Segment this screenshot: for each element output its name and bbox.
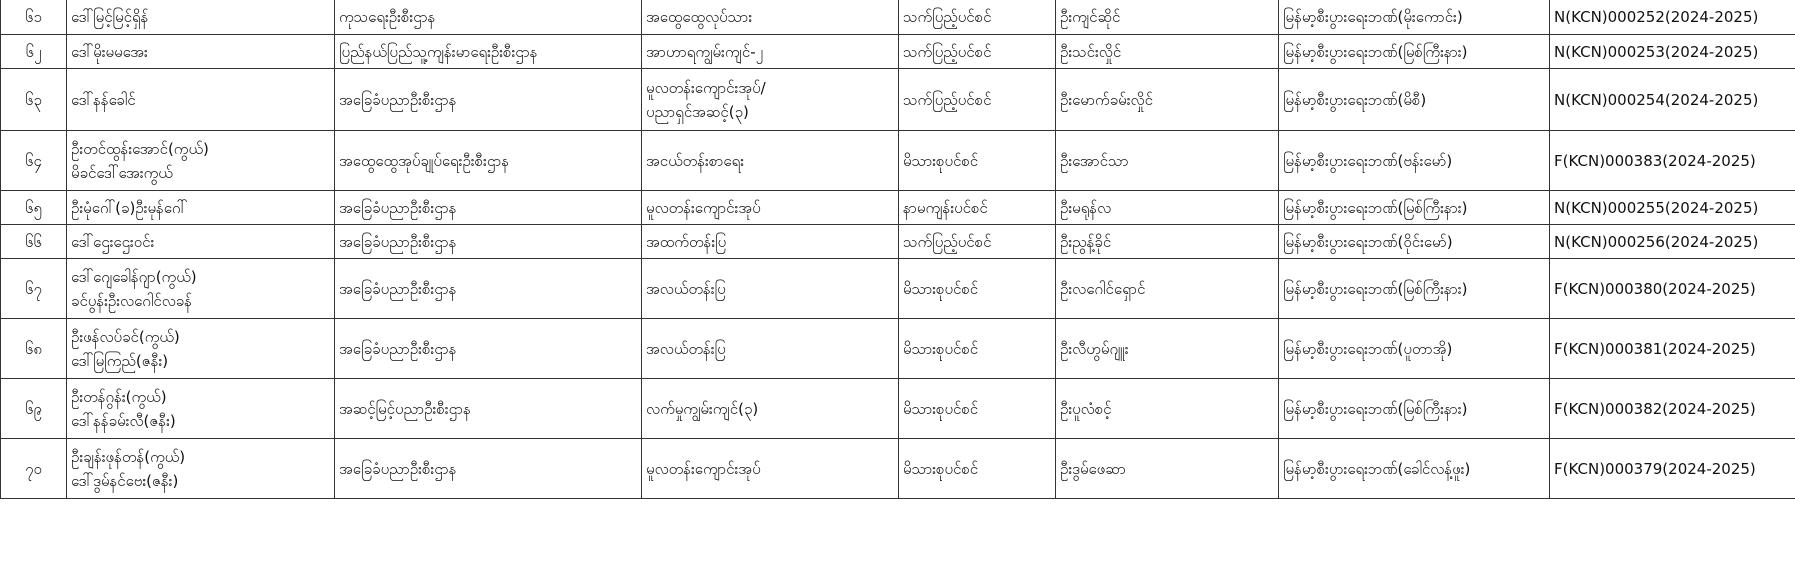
- position: [642, 69, 899, 131]
- department: အခြေခံပညာဦးစီးဌာန: [335, 439, 642, 499]
- pension-type: မိသားစုပင်စင်: [899, 319, 1056, 379]
- table-row: [1, 0, 1795, 35]
- pensioner-name: [67, 439, 335, 499]
- pensioner-name-line: ဒေါ်မိုးမမအေး: [71, 42, 148, 61]
- pension-type: မိသားစုပင်စင်: [899, 131, 1056, 191]
- pensioner-name-line: မိခင်ဒေါ်အေးကွယ်: [71, 163, 173, 182]
- position: [642, 259, 899, 319]
- position-line: မူလတန်းကျောင်းအုပ်/: [646, 78, 766, 97]
- position-line: လက်မှုကျွမ်းကျင်(၃): [646, 399, 759, 418]
- position-line: မူလတန်းကျောင်းအုပ်: [646, 459, 761, 478]
- bank-branch: မြန်မာ့စီးပွားရေးဘဏ်(ပူတာအို): [1279, 319, 1550, 379]
- position-line: အာဟာရကျွမ်းကျင်-၂: [646, 42, 763, 61]
- position: [642, 225, 899, 259]
- position: [642, 35, 899, 69]
- position-line: အထက်တန်းပြ: [646, 232, 727, 251]
- table-row: [1, 191, 1795, 225]
- position-line: အငယ်တန်းစာရေး: [646, 151, 744, 170]
- position-line: ပညာရှင်အဆင့်(၃): [646, 102, 749, 121]
- relative-name: ဦးကျင်ဆိုင်: [1056, 0, 1279, 35]
- pensioner-name-line: ဦးတင်ထွန်းအောင်(ကွယ်): [71, 139, 209, 158]
- table-row: [1, 259, 1795, 319]
- department: အခြေခံပညာဦးစီးဌာန: [335, 225, 642, 259]
- reference-code: N(KCN)000255(2024-2025): [1550, 191, 1795, 225]
- table-row: [1, 319, 1795, 379]
- relative-name: ဦးလီဟွမ်ဂျူး: [1056, 319, 1279, 379]
- reference-code: F(KCN)000379(2024-2025): [1550, 439, 1795, 499]
- department: ကုသရေးဦးစီးဌာန: [335, 0, 642, 35]
- reference-code: F(KCN)000382(2024-2025): [1550, 379, 1795, 439]
- department: အဆင့်မြင့်ပညာဦးစီးဌာန: [335, 379, 642, 439]
- pensioner-name: [67, 225, 335, 259]
- relative-name: ဦးဒွမ်ဖေဆာ: [1056, 439, 1279, 499]
- pension-type: မိသားစုပင်စင်: [899, 439, 1056, 499]
- pensioner-name: [67, 35, 335, 69]
- position: [642, 319, 899, 379]
- position-line: မူလတန်းကျောင်းအုပ်: [646, 198, 761, 217]
- position-line: အထွေထွေလုပ်သား: [646, 7, 753, 26]
- row-number: ၆၂: [1, 35, 67, 69]
- table-body: [1, 0, 1795, 499]
- pensioner-name-line: ဒေါ်ဂျေခေါန်ဂျာ(ကွယ်): [71, 267, 197, 286]
- relative-name: ဦးသင်းလှိုင်: [1056, 35, 1279, 69]
- department: ပြည်နယ်ပြည်သူ့ကျန်းမာရေးဦးစီးဌာန: [335, 35, 642, 69]
- table-row: [1, 131, 1795, 191]
- position-line: အလယ်တန်းပြ: [646, 339, 726, 358]
- row-number: ၆၆: [1, 225, 67, 259]
- pensioner-name-line: ဒေါ်ဌေးဌေးဝင်း: [71, 232, 155, 251]
- relative-name: ဦးလဂေါင်ရှောင်: [1056, 259, 1279, 319]
- relative-name: ဦးမောက်ခမ်းလှိုင်: [1056, 69, 1279, 131]
- bank-branch: မြန်မာ့စီးပွားရေးဘဏ်(မြစ်ကြီးနား): [1279, 191, 1550, 225]
- bank-branch: မြန်မာ့စီးပွားရေးဘဏ်(ဝိုင်းမော်): [1279, 225, 1550, 259]
- bank-branch: မြန်မာ့စီးပွားရေးဘဏ်(မိစီ): [1279, 69, 1550, 131]
- table-row: [1, 35, 1795, 69]
- row-number: ၆၁: [1, 0, 67, 35]
- bank-branch: မြန်မာ့စီးပွားရေးဘဏ်(မြစ်ကြီးနား): [1279, 35, 1550, 69]
- table-row: [1, 439, 1795, 499]
- reference-code: N(KCN)000256(2024-2025): [1550, 225, 1795, 259]
- reference-code: N(KCN)000253(2024-2025): [1550, 35, 1795, 69]
- pensioner-name: [67, 69, 335, 131]
- bank-branch: မြန်မာ့စီးပွားရေးဘဏ်(မိုးကောင်း): [1279, 0, 1550, 35]
- pension-type: သက်ပြည့်ပင်စင်: [899, 35, 1056, 69]
- bank-branch: မြန်မာ့စီးပွားရေးဘဏ်(ခေါင်လန့်ဖူး): [1279, 439, 1550, 499]
- row-number: ၆၅: [1, 191, 67, 225]
- pensioner-name-line: ဒေါ်ဒွမ်နင်ဗေး(ဇနီး): [71, 471, 179, 490]
- bank-branch: မြန်မာ့စီးပွားရေးဘဏ်(မြစ်ကြီးနား): [1279, 379, 1550, 439]
- department: အခြေခံပညာဦးစီးဌာန: [335, 191, 642, 225]
- pensioner-name: [67, 379, 335, 439]
- pensioner-name: [67, 259, 335, 319]
- pensioner-name-line: ဒေါ်မြကြည်(ဇနီး): [71, 351, 169, 370]
- pensioner-name: [67, 319, 335, 379]
- pensioner-name: [67, 191, 335, 225]
- reference-code: N(KCN)000252(2024-2025): [1550, 0, 1795, 35]
- pension-type: မိသားစုပင်စင်: [899, 259, 1056, 319]
- pensioner-name-line: ဒေါ်နန်ခမ်းလီ(ဇနီး): [71, 411, 176, 430]
- pensioner-name: [67, 0, 335, 35]
- bank-branch: မြန်မာ့စီးပွားရေးဘဏ်(မြစ်ကြီးနား): [1279, 259, 1550, 319]
- position: [642, 131, 899, 191]
- table-row: [1, 69, 1795, 131]
- relative-name: ဦးမရုန်လ: [1056, 191, 1279, 225]
- position-line: အလယ်တန်းပြ: [646, 279, 726, 298]
- pension-type: သက်ပြည့်ပင်စင်: [899, 225, 1056, 259]
- pensioner-name-line: ဦးမုံဂေါ်(ခ)ဦးမုန်ဂေါ်: [71, 198, 188, 217]
- department: အထွေထွေအုပ်ချုပ်ရေးဦးစီးဌာန: [335, 131, 642, 191]
- position: [642, 191, 899, 225]
- reference-code: N(KCN)000254(2024-2025): [1550, 69, 1795, 131]
- pensioner-name-line: ဦးတန်ဂွန်း(ကွယ်): [71, 387, 167, 406]
- pensioner-name-line: ဒေါ်နန်ခေါင်: [71, 90, 136, 109]
- table-row: [1, 379, 1795, 439]
- row-number: ၆၃: [1, 69, 67, 131]
- row-number: ၆၈: [1, 319, 67, 379]
- row-number: ၆၄: [1, 131, 67, 191]
- pensioner-name-line: ခင်ပွန်းဦးလဂေါင်လခန်: [71, 291, 192, 310]
- reference-code: F(KCN)000383(2024-2025): [1550, 131, 1795, 191]
- relative-name: ဦးအောင်သာ: [1056, 131, 1279, 191]
- pensioner-name: [67, 131, 335, 191]
- pension-type: သက်ပြည့်ပင်စင်: [899, 0, 1056, 35]
- position: [642, 0, 899, 35]
- reference-code: F(KCN)000380(2024-2025): [1550, 259, 1795, 319]
- department: အခြေခံပညာဦးစီးဌာန: [335, 259, 642, 319]
- pensioner-name-line: ဦးဖန်လပ်ခင်(ကွယ်): [71, 327, 180, 346]
- department: အခြေခံပညာဦးစီးဌာန: [335, 69, 642, 131]
- pension-type: မိသားစုပင်စင်: [899, 379, 1056, 439]
- pension-type: နာမကျန်းပင်စင်: [899, 191, 1056, 225]
- row-number: ၆၉: [1, 379, 67, 439]
- pension-type: သက်ပြည့်ပင်စင်: [899, 69, 1056, 131]
- department: အခြေခံပညာဦးစီးဌာန: [335, 319, 642, 379]
- row-number: ၇၀: [1, 439, 67, 499]
- pensioner-name-line: ဒေါ်မြင့်မြင့်ရှိန်: [71, 7, 149, 26]
- row-number: ၆၇: [1, 259, 67, 319]
- position: [642, 439, 899, 499]
- table-row: [1, 225, 1795, 259]
- relative-name: ဦးပူလံစင့်: [1056, 379, 1279, 439]
- relative-name: ဦးညွန့်ခိုင်: [1056, 225, 1279, 259]
- reference-code: F(KCN)000381(2024-2025): [1550, 319, 1795, 379]
- bank-branch: မြန်မာ့စီးပွားရေးဘဏ်(ဗန်းမော်): [1279, 131, 1550, 191]
- pensioner-name-line: ဦးချန်းဖုန်တန်(ကွယ်): [71, 447, 186, 466]
- position: [642, 379, 899, 439]
